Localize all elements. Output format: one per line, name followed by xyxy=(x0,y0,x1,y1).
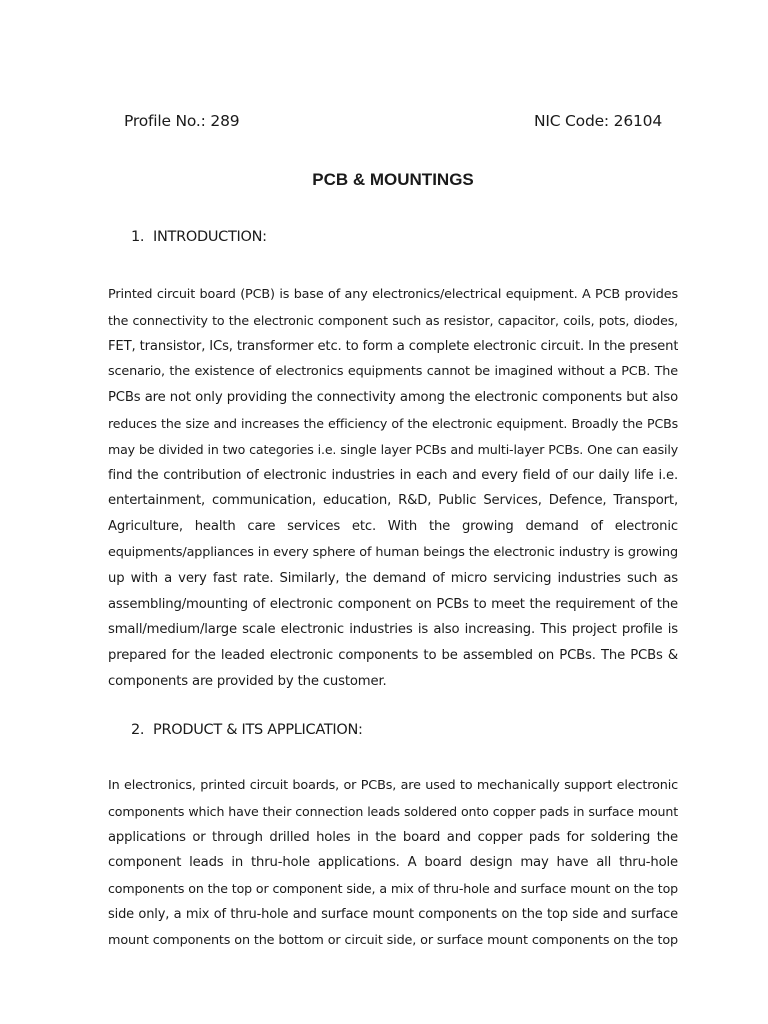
section-number: 1. xyxy=(131,229,145,245)
section-heading-product xyxy=(131,722,363,738)
paragraph-line: entertainment, communication, education, R&D, Public Services, Defence, Transport, xyxy=(108,493,678,509)
paragraph-line: small/medium/large scale electronic industries is also increasing. This project profile is xyxy=(108,622,678,638)
section-heading-introduction xyxy=(131,229,267,245)
paragraph-line: may be divided in two categories i.e. single layer PCBs and multi-layer PCBs. One can easily xyxy=(108,441,678,457)
paragraph-line: component leads in thru-hole applications. A board design may have all thru-hole xyxy=(108,855,678,871)
paragraph-line: PCBs are not only providing the connectivity among the electronic components but also xyxy=(108,390,678,406)
paragraph-line: scenario, the existence of electronics equipments cannot be imagined without a PCB. The xyxy=(108,364,678,380)
paragraph-line: components on the top or component side, a mix of thru-hole and surface mount on the top xyxy=(108,881,678,897)
paragraph-line: up with a very fast rate. Similarly, the demand of micro servicing industries such as xyxy=(108,570,678,586)
section-number: 2. xyxy=(131,722,145,738)
paragraph-line: applications or through drilled holes in the board and copper pads for soldering the xyxy=(108,829,678,845)
paragraph-line: FET, transistor, ICs, transformer etc. to form a complete electronic circuit. In the present xyxy=(108,338,678,354)
product-paragraph xyxy=(108,773,678,954)
profile-header xyxy=(124,112,662,130)
section-title: INTRODUCTION: xyxy=(153,229,267,245)
section-title: PRODUCT & ITS APPLICATION: xyxy=(153,722,363,738)
paragraph-line: assembling/mounting of electronic component on PCBs to meet the requirement of the xyxy=(108,596,678,612)
paragraph-line: Printed circuit board (PCB) is base of any electronics/electrical equipment. A PCB provides xyxy=(108,287,678,302)
paragraph-line: find the contribution of electronic industries in each and every field of our daily life i.e. xyxy=(108,467,678,483)
paragraph-line: reduces the size and increases the efficiency of the electronic equipment. Broadly the PCBs xyxy=(108,415,678,431)
paragraph-line: components which have their connection leads soldered onto copper pads in surface mount xyxy=(108,803,678,819)
paragraph-line: side only, a mix of thru-hole and surface mount components on the top side and surface xyxy=(108,906,678,922)
paragraph-line: Agriculture, health care services etc. With the growing demand of electronic xyxy=(108,519,678,535)
paragraph-line: equipments/appliances in every sphere of human beings the electronic industry is growing xyxy=(108,544,678,560)
paragraph-line: components are provided by the customer. xyxy=(108,673,387,689)
document-title: PCB & MOUNTINGS xyxy=(312,170,474,189)
paragraph-line: prepared for the leaded electronic components to be assembled on PCBs. The PCBs & xyxy=(108,648,678,664)
paragraph-line: the connectivity to the electronic component such as resistor, capacitor, coils, pots, diodes, xyxy=(108,312,678,328)
paragraph-line: In electronics, printed circuit boards, or PCBs, are used to mechanically support electronic xyxy=(108,778,678,793)
nic-code: NIC Code: 26104 xyxy=(533,112,662,130)
introduction-paragraph xyxy=(108,282,678,695)
profile-number: Profile No.: 289 xyxy=(124,112,240,130)
paragraph-line: mount components on the bottom or circuit side, or surface mount components on the top xyxy=(108,932,678,948)
